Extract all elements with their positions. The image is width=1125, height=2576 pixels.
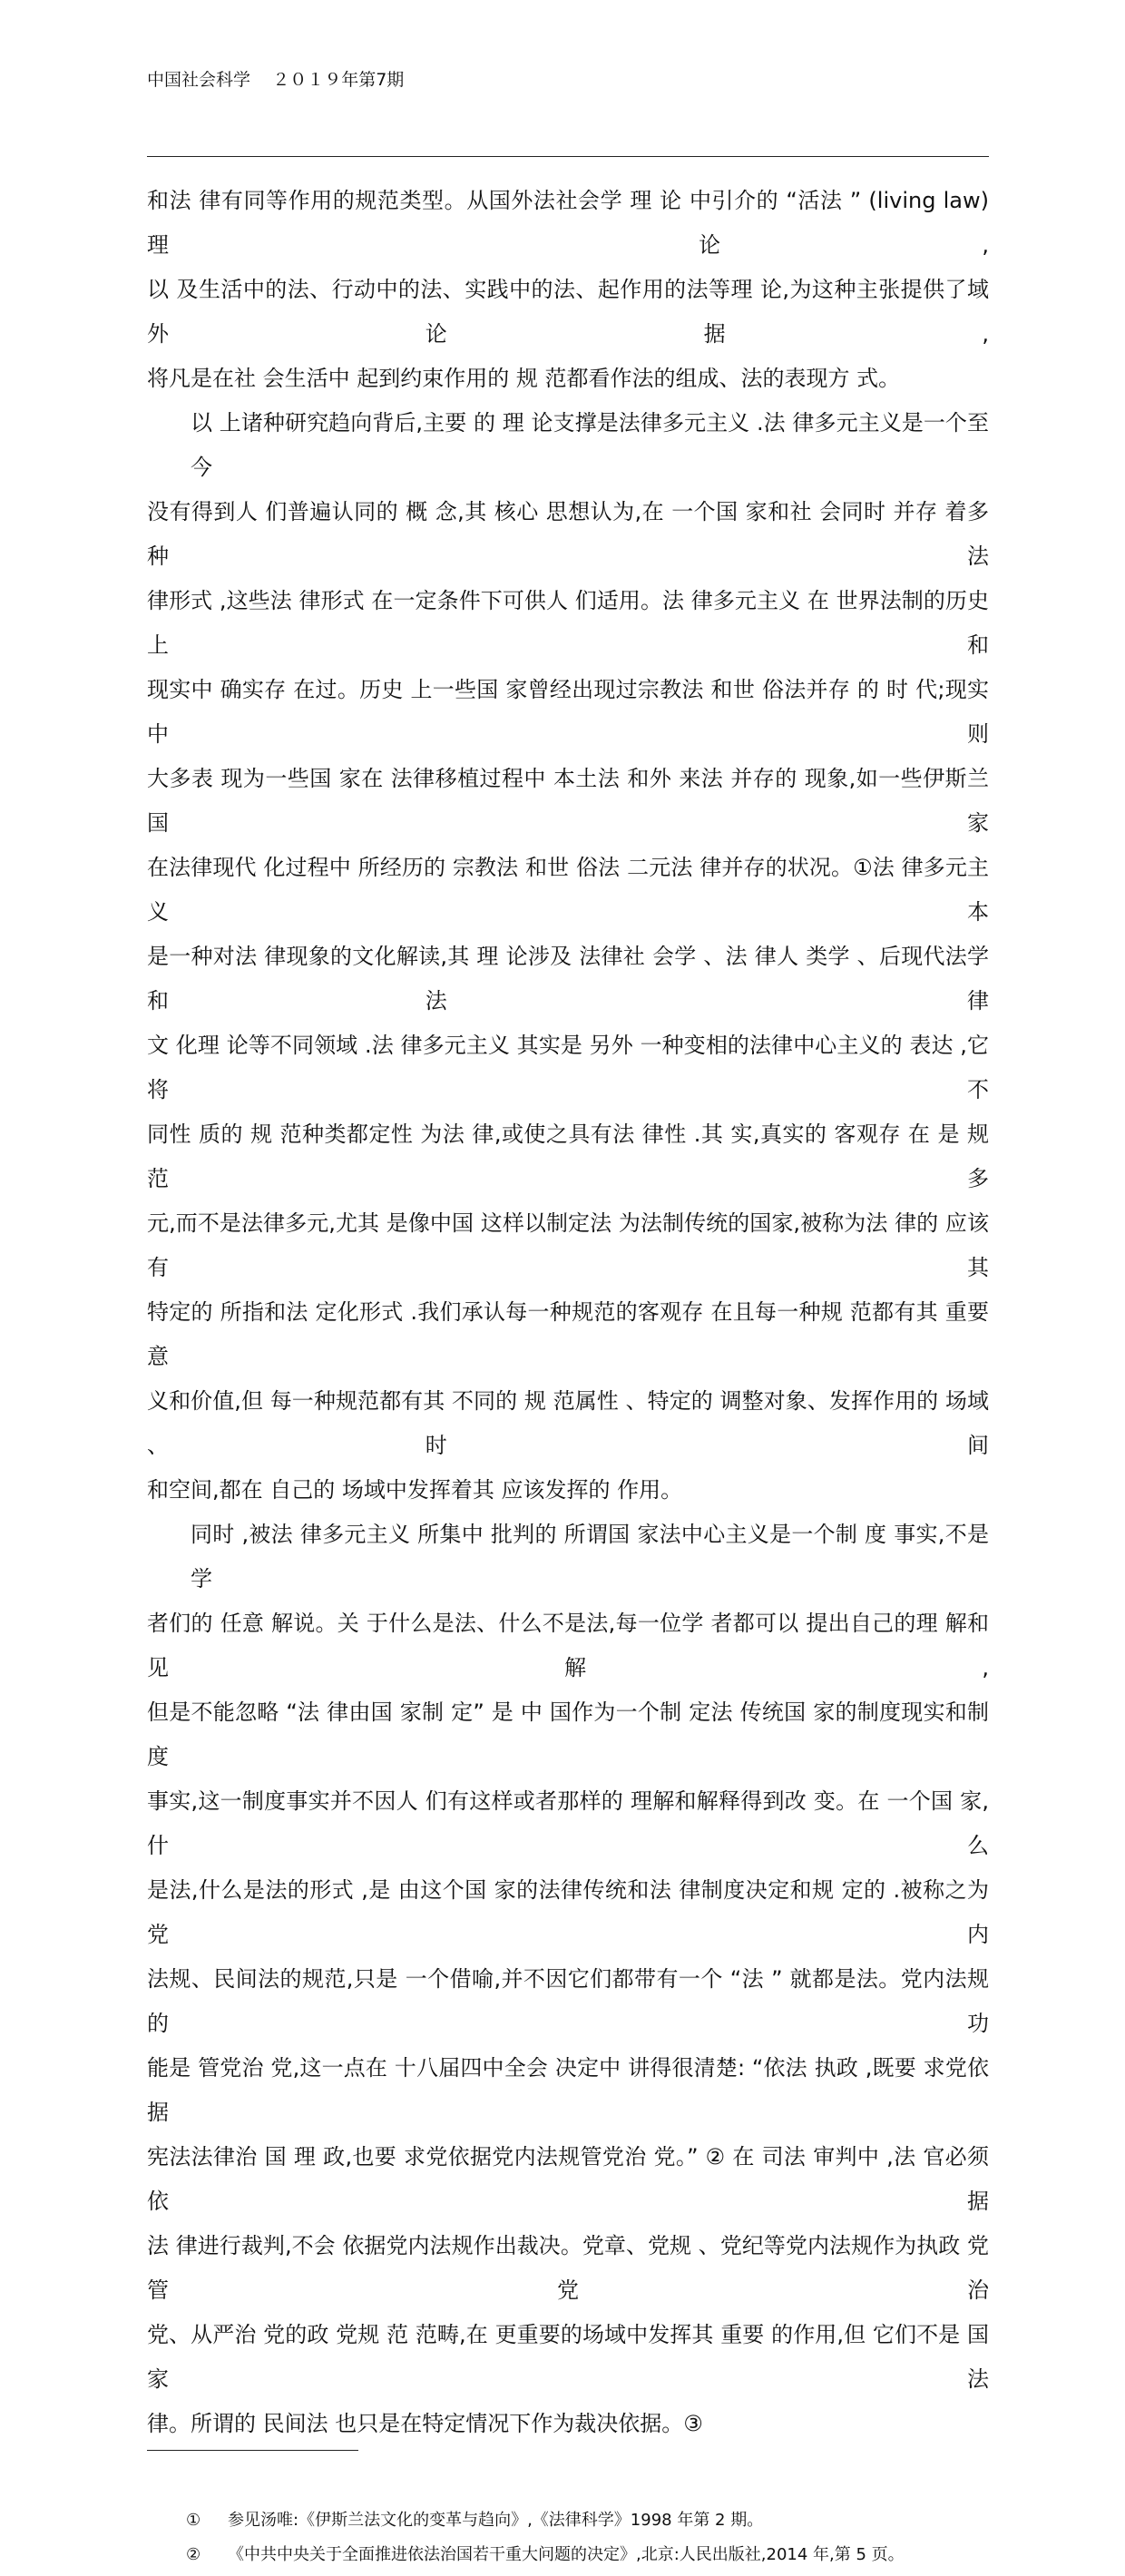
issue-number: ２０１９年第7期: [272, 70, 405, 90]
paragraph: [147, 1513, 989, 2446]
text-line: 但是不能忽略 “法 律由国 家制 定” 是 中 国作为一个制 定法 传统国 家的制度现实和制度: [147, 1699, 989, 1769]
paragraph: [147, 179, 989, 401]
header-rule: [147, 156, 989, 157]
footnote-rule: [147, 2450, 358, 2451]
running-header: [147, 67, 989, 93]
body-text: [147, 179, 989, 2446]
text-line: 是法,什么是法的形式 ,是 由这个国 家的法律传统和法 律制度决定和规 定的 .被称之为党内: [147, 1877, 989, 1947]
text-line: 将凡是在社 会生活中 起到约束作用的 规 范都看作法的组成、法的表现方 式。: [147, 366, 901, 391]
text-line: 党、从严治 党的政 党规 范 范畴,在 更重要的场域中发挥其 重要 的作用,但 它们不是 国家法: [147, 2322, 989, 2392]
text-line: 文 化理 论等不同领域 .法 律多元主义 其实是 另外 一种变相的法律中心主义的 表达 ,它将不: [147, 1033, 989, 1102]
text-line: 法规、民间法的规范,只是 一个借喻,并不因它们都带有一个 “法 ” 就都是法。党内法规的功: [147, 1966, 989, 2036]
text-line: 事实,这一制度事实并不因人 们有这样或者那样的 理解和解释得到改 变。在 一个国 家,什么: [147, 1788, 989, 1858]
journal-name: 中国社会科学: [147, 70, 251, 90]
text-line: 元,而不是法律多元,尤其 是像中国 这样以制定法 为法制传统的国家,被称为法 律的 应该有其: [147, 1210, 989, 1280]
text-line: 宪法法律治 国 理 政,也要 求党依据党内法规管党治 党。” ② 在 司法 审判中 ,法 官必须依据: [147, 2144, 989, 2214]
text-line: 能是 管党治 党,这一点在 十八届四中全会 决定中 讲得很清楚: “依法 执政 ,既要 求党依据: [147, 2055, 989, 2125]
text-line: 者们的 任意 解说。关 于什么是法、什么不是法,每一位学 者都可以 提出自己的理 解和见解,: [147, 1611, 989, 1680]
text-line: 和空间,都在 自己的 场域中发挥着其 应该发挥的 作用。: [147, 1477, 683, 1503]
text-line: 没有得到人 们普遍认同的 概 念,其 核心 思想认为,在 一个国 家和社 会同时 并存 着多种法: [147, 499, 989, 569]
text-line: 律形式 ,这些法 律形式 在一定条件下可供人 们适用。法 律多元主义 在 世界法制的历史 上和: [147, 588, 989, 658]
footnote-text: 参见汤唯:《伊斯兰法文化的变革与趋向》,《法律科学》1998 年第 2 期。: [228, 2511, 764, 2530]
text-line: 法 律进行裁判,不会 依据党内法规作出裁决。党章、党规 、党纪等党内法规作为执政 党管党治: [147, 2233, 989, 2303]
footnote: [186, 2542, 989, 2576]
footnote-mark: ②: [186, 2545, 201, 2564]
footnote: [186, 2507, 989, 2542]
text-line: 是一种对法 律现象的文化解读,其 理 论涉及 法律社 会学 、法 律人 类学 、后现代法学和法 律: [147, 944, 989, 1014]
footnote-mark: ①: [186, 2511, 201, 2530]
text-line: 特定的 所指和法 定化形式 .我们承认每一种规范的客观存 在且每一种规 范都有其 重要 意: [147, 1299, 989, 1369]
text-line: 和法 律有同等作用的规范类型。从国外法社会学 理 论 中引介的 “活法 ” (living law)理 论,: [147, 188, 989, 258]
paragraph: [147, 401, 989, 1513]
text-line: 同时 ,被法 律多元主义 所集中 批判的 所谓国 家法中心主义是一个制 度 事实,不是学: [191, 1522, 989, 1592]
footnotes: [147, 2507, 989, 2576]
footnote-text: 《中共中央关于全面推进依法治国若干重大问题的决定》,北京:人民出版社,2014 年,第 5 页。: [228, 2545, 905, 2564]
text-line: 律。所谓的 民间法 也只是在特定情况下作为裁决依据。③: [147, 2411, 703, 2436]
text-line: 以 及生活中的法、行动中的法、实践中的法、起作用的法等理 论,为这种主张提供了域外论据,: [147, 277, 989, 347]
text-line: 以 上诸种研究趋向背后,主要 的 理 论支撑是法律多元主义 .法 律多元主义是一个至今: [191, 410, 989, 480]
text-line: 义和价值,但 每一种规范都有其 不同的 规 范属性 、特定的 调整对象、发挥作用的 场域 、时 间: [147, 1388, 989, 1458]
text-line: 现实中 确实存 在过。历史 上一些国 家曾经出现过宗教法 和世 俗法并存 的 时 代;现实中 则: [147, 677, 989, 747]
text-line: 同性 质的 规 范种类都定性 为法 律,或使之具有法 律性 .其 实,真实的 客观存 在 是 规 范多: [147, 1121, 989, 1191]
text-line: 在法律现代 化过程中 所经历的 宗教法 和世 俗法 二元法 律并存的状况。①法 律多元主义本: [147, 855, 989, 925]
text-line: 大多表 现为一些国 家在 法律移植过程中 本土法 和外 来法 并存的 现象,如一些伊斯兰国 家: [147, 766, 989, 836]
